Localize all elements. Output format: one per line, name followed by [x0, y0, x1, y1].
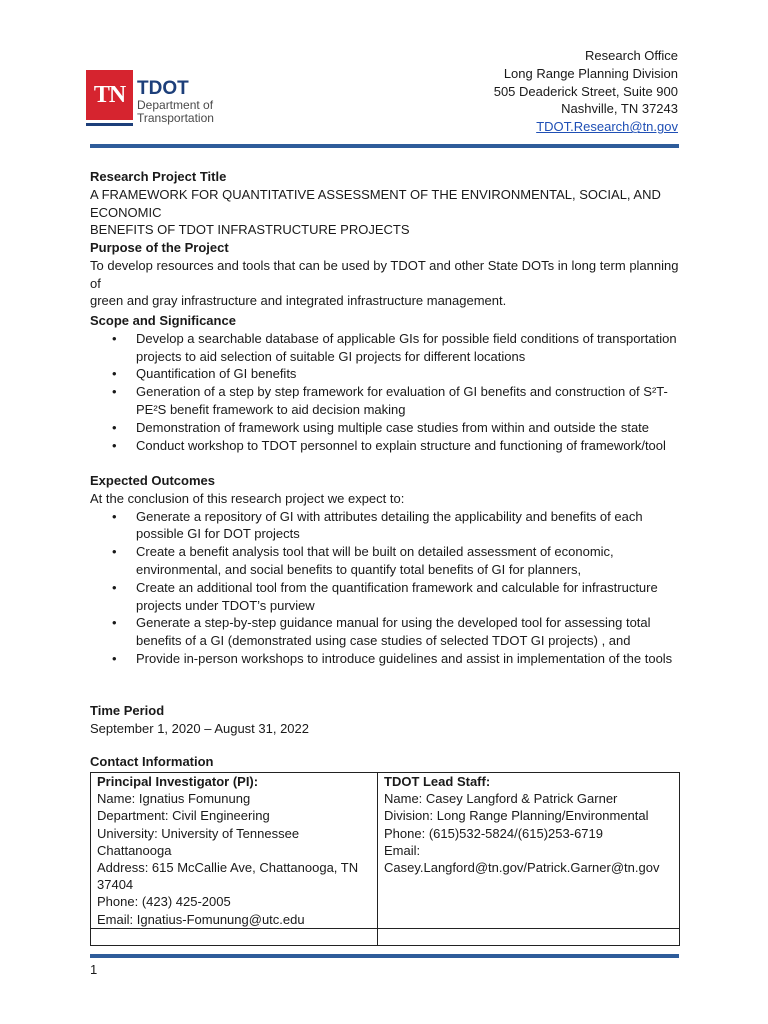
list-item: • Create a benefit analysis tool that will be built on detailed assessment of economic, environmental, and social benefits to quantify total benefits of GI for planners, — [90, 543, 682, 579]
purpose-line: To develop resources and tools that can be used by TDOT and other State DOTs in long term planning of — [90, 257, 679, 291]
outcomes-list — [90, 508, 682, 668]
staff-heading: TDOT Lead Staff: — [384, 774, 491, 789]
pi-heading: Principal Investigator (PI): — [97, 774, 259, 789]
time-section — [90, 702, 682, 738]
list-item: • Generate a repository of GI with attributes detailing the applicability and benefits of each possible GI for DOT projects — [90, 508, 682, 544]
address-line: Long Range Planning Division — [503, 65, 678, 81]
section-heading: Contact Information — [90, 754, 214, 769]
list-item: • Provide in-person workshops to introduce guidelines and assist in implementation of the tools — [90, 650, 682, 668]
header-rule — [90, 144, 679, 148]
section-heading: Purpose of the Project — [90, 240, 229, 255]
staff-line: Name: Casey Langford & Patrick Garner — [384, 791, 618, 807]
pi-line: Name: Ignatius Fomunung — [97, 791, 251, 807]
staff-cell — [378, 773, 680, 929]
title-section — [90, 168, 682, 239]
list-item: • Generate a step-by-step guidance manual for using the developed tool for assessing total benefits of a GI (demonstrated using case studies of selected TDOT GI projects) , and — [90, 614, 682, 650]
staff-line: Casey.Langford@tn.gov/Patrick.Garner@tn.gov — [384, 860, 660, 876]
empty-cell — [91, 928, 378, 945]
time-period-value: September 1, 2020 – August 31, 2022 — [90, 720, 310, 736]
purpose-line: green and gray infrastructure and integrated infrastructure management. — [90, 293, 507, 309]
pi-line: University: University of Tennessee Chattanooga — [97, 825, 300, 858]
pi-line: Address: 615 McCallie Ave, Chattanooga, TN — [97, 860, 359, 876]
section-heading: Expected Outcomes — [90, 473, 215, 488]
address-line: Nashville, TN 37243 — [561, 101, 678, 117]
project-title-line: A FRAMEWORK FOR QUANTITATIVE ASSESSMENT OF THE ENVIRONMENTAL, SOCIAL, AND ECONOMIC — [90, 186, 661, 220]
logo-sub-2: Transportation — [137, 111, 214, 125]
pi-cell — [91, 773, 378, 929]
page-number: 1 — [90, 962, 98, 977]
logo-sub-1: Department of — [137, 98, 214, 112]
section-heading: Scope and Significance — [90, 313, 236, 328]
email-link[interactable]: TDOT.Research@tn.gov — [536, 119, 678, 135]
pi-line: Phone: (423) 425-2005 — [97, 894, 231, 910]
logo-name: TDOT — [137, 78, 189, 99]
contact-table — [90, 772, 680, 946]
list-item: • Demonstration of framework using multiple case studies from within and outside the state — [90, 419, 682, 437]
outcomes-section — [90, 472, 682, 668]
pi-line: Email: Ignatius-Fomunung@utc.edu — [97, 911, 305, 927]
staff-line: Phone: (615)532-5824/(615)253-6719 — [384, 825, 604, 841]
list-item: • Quantification of GI benefits — [90, 365, 682, 383]
staff-line: Division: Long Range Planning/Environmental — [384, 808, 649, 824]
footer-rule — [90, 954, 679, 958]
pi-line: 37404 — [97, 877, 134, 893]
logo-underline — [86, 123, 133, 126]
list-item: • Develop a searchable database of applicable GIs for possible field conditions of transportation projects to aid selection of suitable GI projects for different locations — [90, 330, 682, 366]
section-heading: Research Project Title — [90, 169, 227, 184]
pi-line: Department: Civil Engineering — [97, 808, 270, 824]
address-block — [494, 47, 678, 136]
tn-badge: TN — [86, 70, 133, 120]
tdot-logo — [86, 70, 214, 125]
contact-heading-wrap — [90, 753, 682, 771]
address-line: 505 Deaderick Street, Suite 900 — [493, 83, 678, 99]
list-item: • Generation of a step by step framework for evaluation of GI benefits and construction of S²T- PE²S benefit framework to aid decision making — [90, 383, 682, 419]
staff-line: Email: — [384, 842, 421, 858]
empty-cell — [378, 928, 680, 945]
section-heading: Time Period — [90, 703, 165, 718]
project-title-line: BENEFITS OF TDOT INFRASTRUCTURE PROJECTS — [90, 222, 410, 238]
scope-section — [90, 312, 682, 454]
scope-list — [90, 330, 682, 455]
address-line: Research Office — [585, 48, 678, 63]
outcomes-intro: At the conclusion of this research project we expect to: — [90, 490, 405, 506]
list-item: • Create an additional tool from the quantification framework and calculable for infrastructure projects under TDOT’s purview — [90, 579, 682, 615]
purpose-section — [90, 239, 682, 310]
list-item: • Conduct workshop to TDOT personnel to explain structure and functioning of framework/tool — [90, 437, 682, 455]
